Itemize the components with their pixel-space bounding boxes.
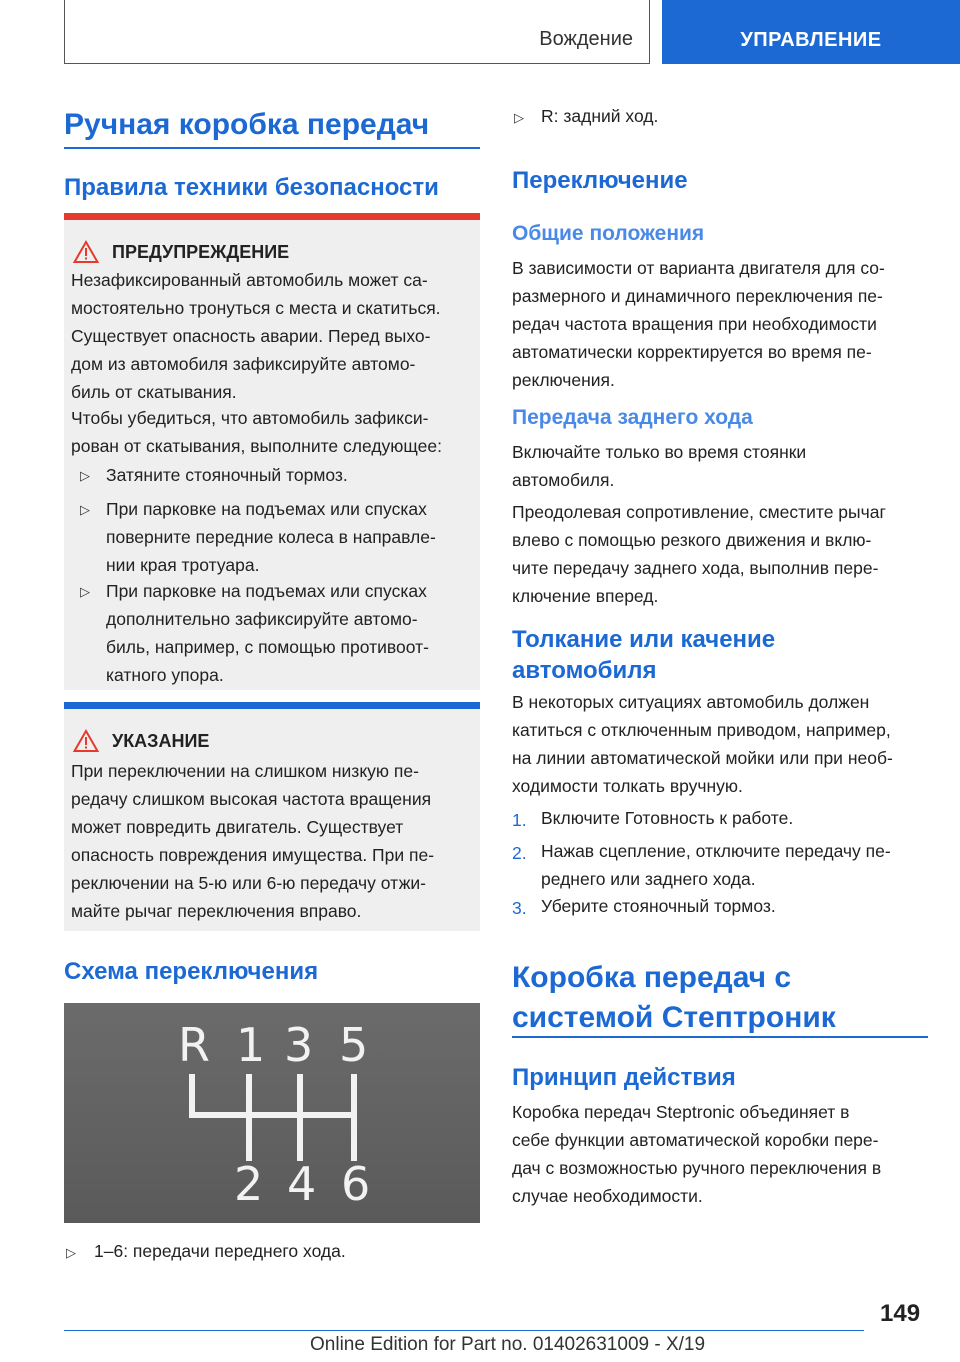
shift-gate-lines bbox=[192, 1077, 354, 1158]
push-text bbox=[512, 688, 893, 800]
warning-text bbox=[71, 266, 441, 406]
warning-label: ПРЕДУПРЕЖДЕНИЕ bbox=[112, 242, 290, 262]
warning-item bbox=[106, 577, 429, 689]
note-line: реключении на 5-ю или 6-ю передачу отжи- bbox=[71, 873, 427, 893]
warning-line: мостоятельно тронуться с места и скатиться. bbox=[71, 298, 441, 318]
bullet-icon: ▷ bbox=[80, 502, 90, 517]
warning-item-line: При парковке на подъемах или спусках bbox=[106, 581, 427, 601]
note-icon bbox=[73, 729, 99, 753]
header-chapter-label: УПРАВЛЕНИЕ bbox=[740, 29, 882, 51]
push-line: В некоторых ситуациях автомобиль должен bbox=[512, 692, 870, 712]
principle-line: Коробка передач Steptronic объединяет в bbox=[512, 1102, 850, 1122]
warning-item-line: При парковке на подъемах или спусках bbox=[106, 499, 427, 519]
push-heading bbox=[512, 624, 775, 686]
warning-text-2 bbox=[71, 404, 442, 460]
bullet-icon: ▷ bbox=[80, 584, 90, 599]
general-line: размерного и динамичного переключения пе- bbox=[512, 286, 883, 306]
reverse-line: Включайте только во время стоянки bbox=[512, 442, 807, 462]
warning-bar bbox=[64, 213, 480, 220]
reverse-caption bbox=[541, 102, 658, 130]
step-item bbox=[541, 804, 793, 832]
principle-line: дач с возможностью ручного переключения в bbox=[512, 1158, 882, 1178]
principle-text bbox=[512, 1098, 881, 1210]
header-section-label: Вождение bbox=[539, 28, 633, 50]
general-line: автоматически корректируется во время пе- bbox=[512, 342, 872, 362]
header-chapter-tab[interactable] bbox=[662, 0, 960, 64]
title-rule bbox=[64, 147, 480, 149]
reverse-text-2 bbox=[512, 498, 886, 610]
note-line: При переключении на слишком низкую пе- bbox=[71, 761, 419, 781]
reverse-line: ключение вперед. bbox=[512, 586, 659, 606]
warning-line: дом из автомобиля зафиксируйте автомо- bbox=[71, 354, 416, 374]
footer-rule bbox=[64, 1330, 864, 1331]
shift-heading: Схема переключения bbox=[64, 958, 319, 985]
bullet-icon: ▷ bbox=[66, 1245, 76, 1260]
gear-label-3: 3 bbox=[284, 1018, 314, 1072]
step-line: Включите Готовность к работе. bbox=[541, 808, 794, 828]
note-text bbox=[71, 757, 434, 925]
page-title: Ручная коробка передач bbox=[64, 108, 430, 141]
note-bar bbox=[64, 702, 480, 709]
warning-item-line: нии края тротуара. bbox=[106, 555, 260, 575]
note-line: может повредить двигатель. Существует bbox=[71, 817, 404, 837]
step-number: 1. bbox=[512, 810, 527, 830]
warning-item bbox=[106, 461, 348, 489]
gear-label-5: 5 bbox=[339, 1018, 369, 1072]
warning-item-line: биль, например, с помощью противоот- bbox=[106, 637, 429, 657]
gear-label-2: 2 bbox=[234, 1157, 264, 1211]
push-line: ходимости толкать вручную. bbox=[512, 776, 743, 796]
principle-line: случае необходимости. bbox=[512, 1186, 703, 1206]
bullet-icon: ▷ bbox=[80, 468, 90, 483]
note-line: майте рычаг переключения вправо. bbox=[71, 901, 362, 921]
reverse-line: чите передачу заднего хода, выполнив пере- bbox=[512, 558, 879, 578]
general-heading: Общие положения bbox=[512, 222, 705, 245]
gear-label-4: 4 bbox=[287, 1157, 317, 1211]
header-section-tab bbox=[64, 0, 650, 64]
shift-pattern-image bbox=[64, 1003, 480, 1223]
note-line: редачу слишком высокая частота вращения bbox=[71, 789, 432, 809]
steptronic-rule bbox=[512, 1036, 928, 1038]
warning-icon bbox=[73, 240, 99, 264]
safety-heading: Правила техники безопасности bbox=[64, 174, 439, 201]
warning-line: Существует опасность аварии. Перед выхо- bbox=[71, 326, 431, 346]
warning-item-line: поверните передние колеса в направле- bbox=[106, 527, 436, 547]
push-line: катиться с отключенным приводом, например, bbox=[512, 720, 891, 740]
warning-item-line: дополнительно зафиксируйте автомо- bbox=[106, 609, 418, 629]
step-line: реднего или заднего хода. bbox=[541, 869, 756, 889]
principle-heading: Принцип действия bbox=[512, 1064, 736, 1091]
step-line: Уберите стояночный тормоз. bbox=[541, 896, 776, 916]
gear-label-1: 1 bbox=[236, 1018, 266, 1072]
steptronic-title bbox=[512, 958, 836, 1038]
shift-pattern-graphic bbox=[64, 1003, 480, 1223]
push-line: на линии автоматической мойки или при необ- bbox=[512, 748, 893, 768]
reverse-line: Преодолевая сопротивление, сместите рычаг bbox=[512, 502, 886, 522]
warning-line: Незафиксированный автомобиль может са- bbox=[71, 270, 428, 290]
warning-item-line: катного упора. bbox=[106, 665, 224, 685]
push-heading-line: автомобиля bbox=[512, 657, 657, 684]
note-line: опасность повреждения имущества. При пе- bbox=[71, 845, 435, 865]
general-line: В зависимости от варианта двигателя для со- bbox=[512, 258, 885, 278]
shift-caption-text: 1–6: передачи переднего хода. bbox=[94, 1241, 346, 1261]
general-line: реключения. bbox=[512, 370, 615, 390]
principle-line: себе функции автоматической коробки пере- bbox=[512, 1130, 879, 1150]
bullet-icon: ▷ bbox=[514, 110, 524, 125]
push-heading-line: Толкание или качение bbox=[512, 626, 776, 653]
warning-item-line: Затяните стояночный тормоз. bbox=[106, 465, 348, 485]
steptronic-title-line: Коробка передач с bbox=[512, 961, 792, 994]
footer-edition: Online Edition for Part no. 01402631009 - X/19 bbox=[310, 1334, 706, 1355]
reverse-line: влево с помощью резкого движения и вклю- bbox=[512, 530, 872, 550]
step-item bbox=[541, 837, 891, 893]
step-item bbox=[541, 892, 776, 920]
reverse-heading: Передача заднего хода bbox=[512, 406, 753, 429]
warning-item bbox=[106, 495, 436, 579]
reverse-text-1 bbox=[512, 438, 806, 494]
warning-line: биль от скатывания. bbox=[71, 382, 237, 402]
switching-heading: Переключение bbox=[512, 167, 688, 194]
general-text bbox=[512, 254, 885, 394]
steptronic-title-line: системой Стептроник bbox=[512, 1001, 836, 1034]
gear-label-6: 6 bbox=[341, 1157, 371, 1211]
note-label: УКАЗАНИЕ bbox=[112, 731, 210, 751]
step-number: 3. bbox=[512, 898, 527, 918]
reverse-line: автомобиля. bbox=[512, 470, 615, 490]
step-line: Нажав сцепление, отключите передачу пе- bbox=[541, 841, 891, 861]
shift-caption bbox=[94, 1237, 346, 1265]
general-line: редач частота вращения при необходимости bbox=[512, 314, 877, 334]
warning-line: рован от скатывания, выполните следующее: bbox=[71, 436, 442, 456]
page-number: 149 bbox=[880, 1300, 921, 1327]
gear-label-r: R bbox=[178, 1018, 210, 1072]
step-number: 2. bbox=[512, 843, 527, 863]
reverse-caption-text: R: задний ход. bbox=[541, 106, 659, 126]
warning-line: Чтобы убедиться, что автомобиль зафикси- bbox=[71, 408, 429, 428]
